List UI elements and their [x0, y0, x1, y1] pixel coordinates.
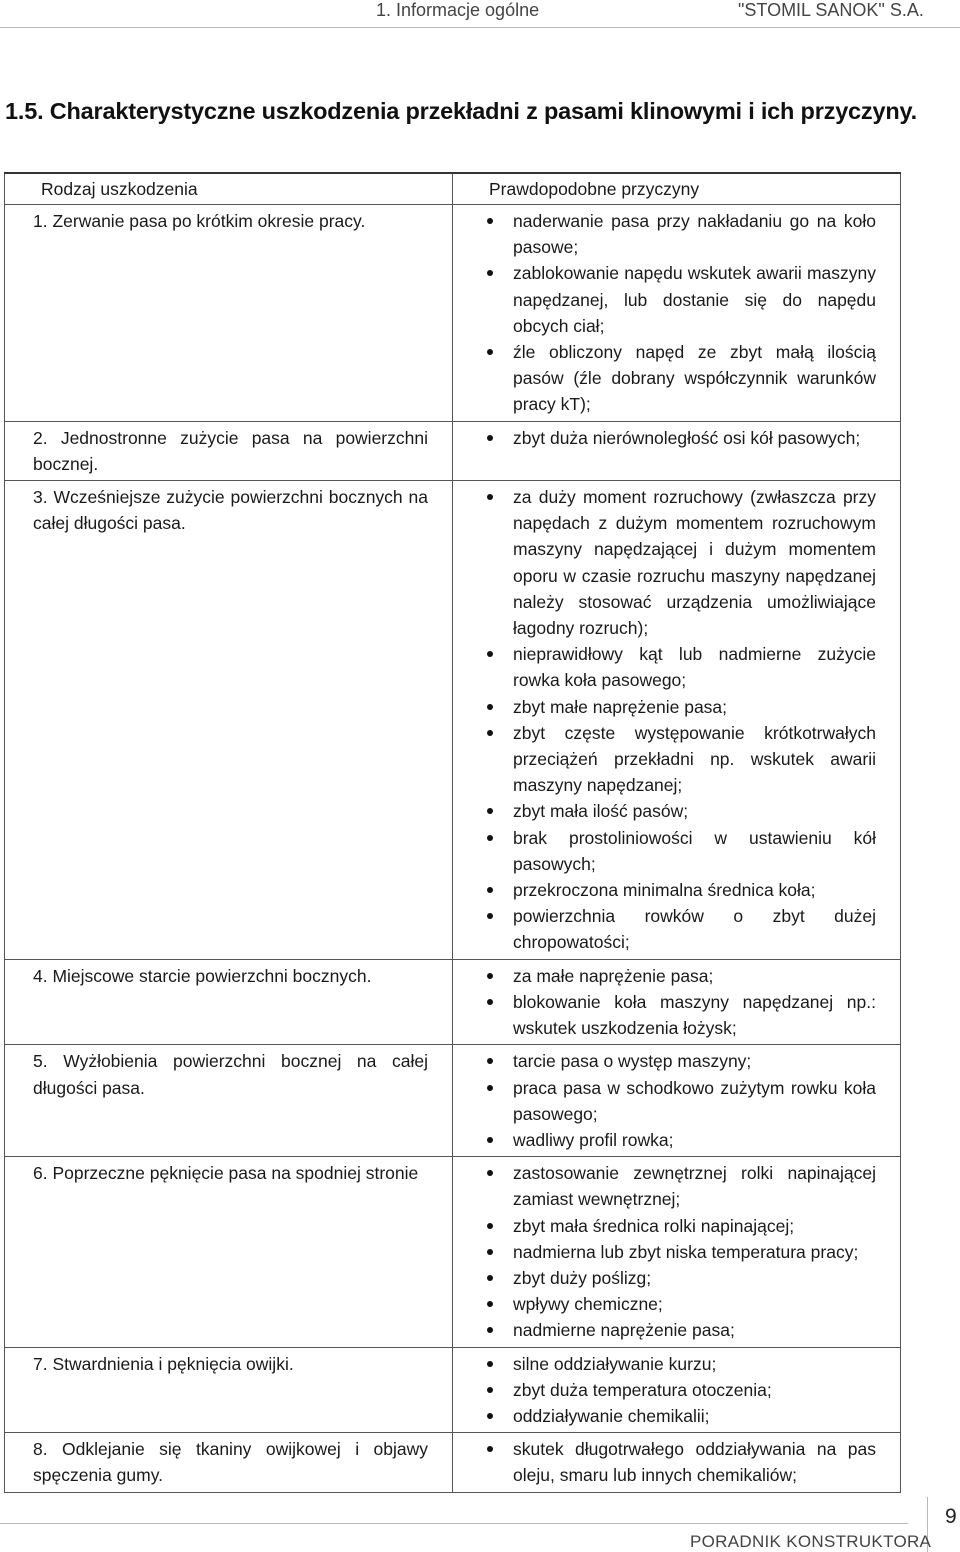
causes-list [513, 1048, 876, 1153]
cause-text: za duży moment rozruchowy (zwłaszcza przy napędach z dużym momentem rozruchowym maszyny napędzającej i dużym momentem oporu w czasie rozruchu maszyny napędzanej należy stosować urządzenia umożliwiające łagodny rozruch); [513, 487, 876, 639]
damage-type-cell: 2. Jednostronne zużycie pasa na powierzchni bocznej. [5, 421, 453, 480]
cause-item [513, 694, 876, 720]
cause-item [513, 260, 876, 339]
damage-causes-table [4, 172, 901, 1493]
cause-item [513, 903, 876, 955]
cause-item [513, 339, 876, 418]
causes-list [513, 1436, 876, 1488]
cause-text: brak prostoliniowości w ustawieniu kół pasowych; [513, 827, 876, 874]
cause-item [513, 1291, 876, 1317]
bullet-icon [487, 1137, 493, 1143]
bullet-icon [487, 1301, 493, 1307]
bullet-icon [487, 1085, 493, 1091]
cause-text: źle obliczony napęd ze zbyt małą ilością pasów (źle dobrany współczynnik warunków pracy kT); [513, 342, 876, 415]
cause-item [513, 1403, 876, 1429]
cause-text: zbyt częste występowanie krótkotrwałych przeciążeń przekładni np. wskutek awarii maszyny napędzanej; [513, 722, 876, 796]
cause-text: zbyt małe naprężenie pasa; [513, 696, 728, 717]
damage-type-cell: 3. Wcześniejsze zużycie powierzchni bocznych na całej długości pasa. [5, 481, 453, 960]
cause-item [513, 1239, 876, 1265]
table-header-row [5, 173, 901, 205]
cause-text: wadliwy profil rowka; [513, 1129, 674, 1150]
cause-text: wpływy chemiczne; [513, 1294, 663, 1315]
cause-item [513, 989, 876, 1041]
cause-text: zbyt mała średnica rolki napinającej; [513, 1215, 795, 1236]
table-row [5, 1433, 901, 1492]
cause-item [513, 641, 876, 693]
column-header-causes: Prawdopodobne przyczyny [453, 173, 901, 205]
cause-text: tarcie pasa o występ maszyny; [513, 1051, 752, 1072]
cause-item [513, 1436, 876, 1488]
header-section: 1. Informacje ogólne [376, 0, 540, 20]
bullet-icon [487, 973, 493, 979]
cause-text: nieprawidłowy kąt lub nadmierne zużycie rowka koła pasowego; [513, 644, 876, 691]
header-company: "STOMIL SANOK" S.A. [738, 0, 924, 20]
bullet-icon [487, 887, 493, 893]
causes-list [513, 208, 876, 418]
table-row [5, 205, 901, 422]
causes-cell [453, 1347, 901, 1433]
bullet-icon [487, 1413, 493, 1419]
damage-type-cell: 4. Miejscowe starcie powierzchni bocznych. [5, 959, 453, 1045]
damage-type-cell: 8. Odklejanie się tkaniny owijkowej i objawy spęczenia gumy. [5, 1433, 453, 1492]
cause-item [513, 1265, 876, 1291]
causes-cell [453, 959, 901, 1045]
bullet-icon [487, 494, 493, 500]
bullet-icon [487, 704, 493, 710]
cause-item [513, 484, 876, 641]
causes-cell [453, 421, 901, 480]
cause-text: naderwanie pasa przy nakładaniu go na koło pasowe; [513, 211, 876, 258]
cause-item [513, 1213, 876, 1239]
bullet-icon [487, 1387, 493, 1393]
cause-text: nadmierna lub zbyt niska temperatura pracy; [513, 1241, 859, 1262]
bullet-icon [487, 1249, 493, 1255]
bullet-icon [487, 1446, 493, 1452]
cause-text: blokowanie koła maszyny napędzanej np.: wskutek uszkodzenia łożysk; [513, 991, 876, 1039]
bullet-icon [487, 349, 493, 355]
bullet-icon [487, 435, 493, 441]
footer-label: PORADNIK KONSTRUKTORA [690, 1532, 932, 1551]
table-row [5, 481, 901, 960]
bullet-icon [487, 999, 493, 1005]
cause-item [513, 798, 876, 824]
causes-cell [453, 205, 901, 422]
bullet-icon [487, 913, 493, 919]
causes-cell [453, 1157, 901, 1347]
bullet-icon [487, 270, 493, 276]
page-number: 9 [945, 1505, 957, 1528]
bullet-icon [487, 835, 493, 841]
cause-item [513, 1377, 876, 1403]
causes-list [513, 963, 876, 1042]
cause-item [513, 1160, 876, 1212]
damage-type-cell: 6. Poprzeczne pęknięcie pasa na spodniej stronie [5, 1157, 453, 1347]
causes-list [513, 425, 876, 451]
cause-item [513, 425, 876, 451]
table-row [5, 959, 901, 1045]
cause-item [513, 1317, 876, 1343]
cause-item [513, 1127, 876, 1153]
bullet-icon [487, 1058, 493, 1064]
bullet-icon [487, 730, 493, 736]
cause-item [513, 877, 876, 903]
bullet-icon [487, 651, 493, 657]
bullet-icon [487, 1275, 493, 1281]
causes-list [513, 484, 876, 956]
cause-item [513, 1048, 876, 1074]
footer-rule [0, 1523, 908, 1524]
cause-item [513, 1351, 876, 1377]
causes-list [513, 1160, 876, 1343]
page-title: 1.5. Charakterystyczne uszkodzenia przekładni z pasami klinowymi i ich przyczyny. [5, 98, 917, 124]
cause-item [513, 825, 876, 877]
cause-text: silne oddziaływanie kurzu; [513, 1353, 717, 1374]
column-header-damage: Rodzaj uszkodzenia [5, 173, 453, 205]
bullet-icon [487, 218, 493, 224]
bullet-icon [487, 1223, 493, 1229]
damage-type-cell: 5. Wyżłobienia powierzchni bocznej na całej długości pasa. [5, 1045, 453, 1157]
header-rule [0, 27, 960, 28]
cause-text: zablokowanie napędu wskutek awarii maszyny napędzanej, lub dostanie się do napędu obcych ciał; [513, 263, 876, 336]
bullet-icon [487, 1327, 493, 1333]
causes-cell [453, 481, 901, 960]
cause-text: zastosowanie zewnętrznej rolki napinającej zamiast wewnętrznej; [513, 1163, 876, 1210]
cause-text: skutek długotrwałego oddziaływania na pas oleju, smaru lub innych chemikaliów; [513, 1439, 876, 1486]
causes-cell [453, 1433, 901, 1492]
cause-text: zbyt duży poślizg; [513, 1267, 652, 1288]
table-row [5, 1157, 901, 1347]
cause-text: przekroczona minimalna średnica koła; [513, 880, 816, 901]
bullet-icon [487, 808, 493, 814]
cause-text: oddziaływanie chemikalii; [513, 1405, 710, 1426]
cause-text: nadmierne naprężenie pasa; [513, 1320, 735, 1341]
cause-text: za małe naprężenie pasa; [513, 965, 714, 986]
cause-text: powierzchnia rowków o zbyt dużej chropowatości; [513, 906, 876, 953]
cause-text: praca pasa w schodkowo zużytym rowku koła pasowego; [513, 1077, 876, 1124]
cause-text: zbyt mała ilość pasów; [513, 801, 689, 822]
cause-text: zbyt duża temperatura otoczenia; [513, 1379, 772, 1400]
table-row [5, 1045, 901, 1157]
bullet-icon [487, 1361, 493, 1367]
table-row [5, 1347, 901, 1433]
table-row [5, 421, 901, 480]
cause-item [513, 208, 876, 260]
damage-type-cell: 1. Zerwanie pasa po krótkim okresie pracy. [5, 205, 453, 422]
bullet-icon [487, 1170, 493, 1176]
causes-cell [453, 1045, 901, 1157]
cause-item [513, 1075, 876, 1127]
cause-text: zbyt duża nierównoległość osi kół pasowych; [513, 427, 861, 448]
cause-item [513, 720, 876, 799]
causes-list [513, 1351, 876, 1430]
damage-type-cell: 7. Stwardnienia i pęknięcia owijki. [5, 1347, 453, 1433]
cause-item [513, 963, 876, 989]
